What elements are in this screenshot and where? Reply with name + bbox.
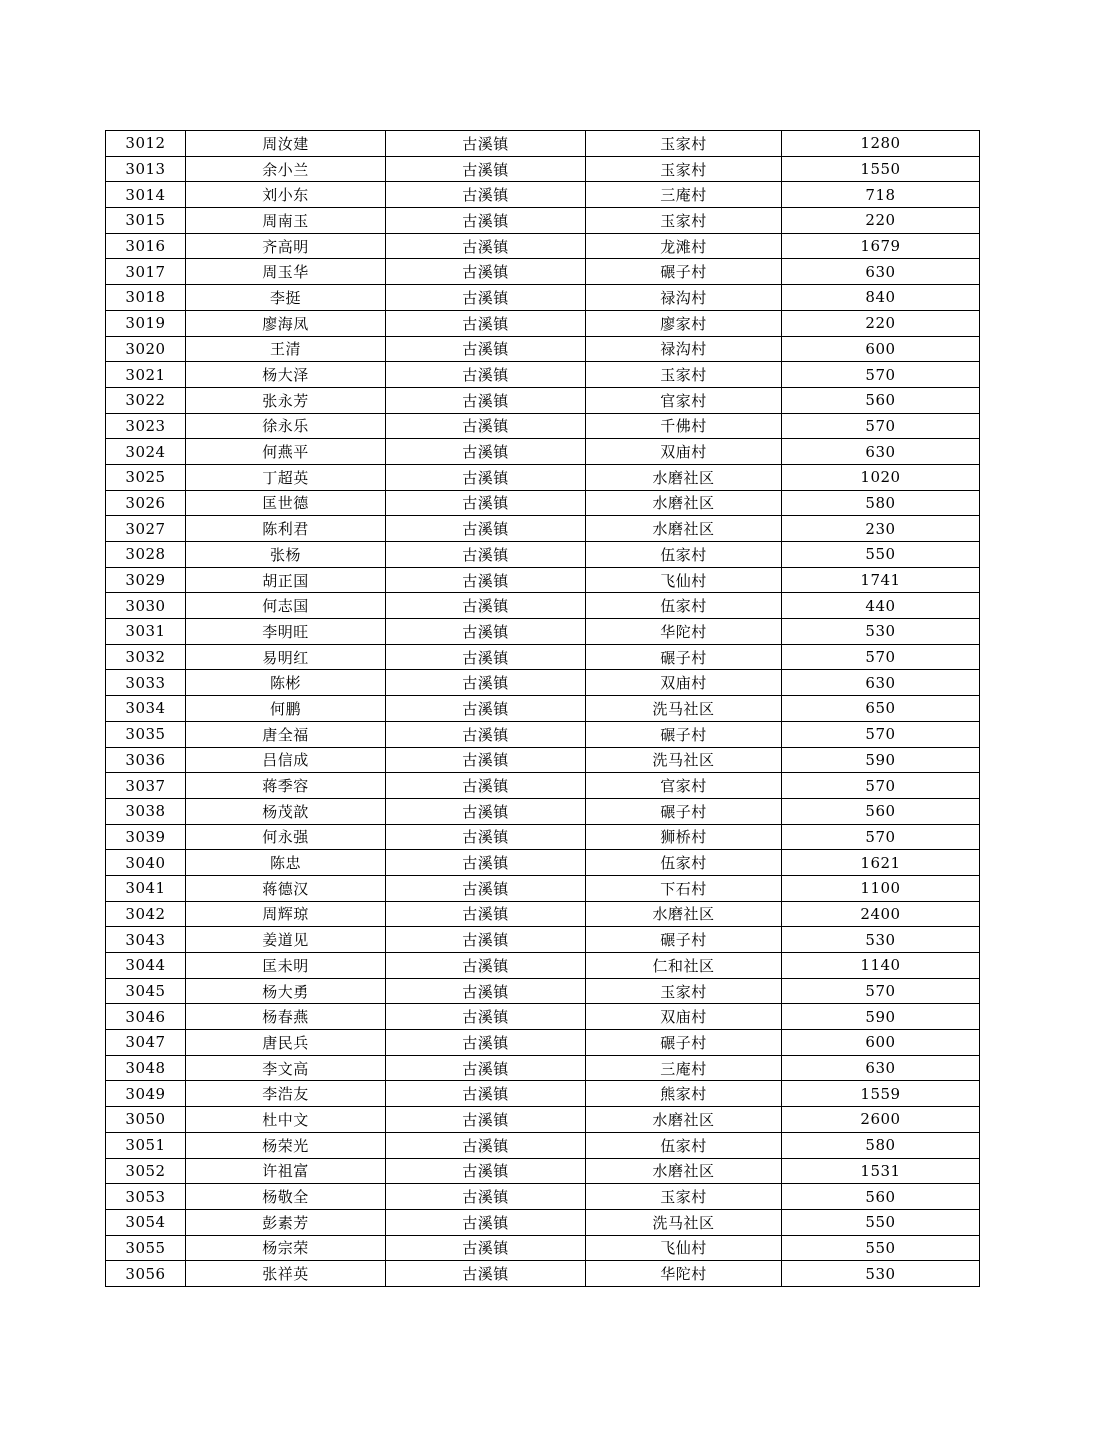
- cell-amount: 440: [782, 593, 980, 619]
- cell-amount: 2600: [782, 1107, 980, 1133]
- table-row: [106, 1209, 980, 1235]
- table-row: [106, 901, 980, 927]
- cell-name: 易明红: [186, 644, 386, 670]
- cell-id: 3037: [106, 773, 186, 799]
- cell-amount: 570: [782, 773, 980, 799]
- cell-town: 古溪镇: [386, 156, 586, 182]
- cell-village: 玉家村: [586, 978, 782, 1004]
- cell-id: 3055: [106, 1235, 186, 1261]
- table-row: [106, 593, 980, 619]
- cell-name: 许祖富: [186, 1158, 386, 1184]
- cell-name: 张祥英: [186, 1261, 386, 1287]
- cell-town: 古溪镇: [386, 773, 586, 799]
- cell-name: 陈利君: [186, 516, 386, 542]
- cell-town: 古溪镇: [386, 953, 586, 979]
- cell-amount: 590: [782, 1004, 980, 1030]
- cell-name: 徐永乐: [186, 413, 386, 439]
- cell-amount: 550: [782, 1209, 980, 1235]
- cell-name: 周辉琼: [186, 901, 386, 927]
- cell-amount: 590: [782, 747, 980, 773]
- table-row: [106, 953, 980, 979]
- cell-village: 玉家村: [586, 156, 782, 182]
- cell-name: 唐民兵: [186, 1030, 386, 1056]
- cell-village: 玉家村: [586, 208, 782, 234]
- table-row: [106, 131, 980, 157]
- cell-id: 3031: [106, 619, 186, 645]
- cell-id: 3029: [106, 567, 186, 593]
- cell-amount: 1559: [782, 1081, 980, 1107]
- cell-town: 古溪镇: [386, 1030, 586, 1056]
- cell-village: 双庙村: [586, 439, 782, 465]
- cell-name: 匡未明: [186, 953, 386, 979]
- cell-id: 3042: [106, 901, 186, 927]
- cell-amount: 840: [782, 285, 980, 311]
- table-row: [106, 1081, 980, 1107]
- table-row: [106, 362, 980, 388]
- cell-amount: 220: [782, 208, 980, 234]
- cell-amount: 570: [782, 721, 980, 747]
- cell-name: 廖海凤: [186, 310, 386, 336]
- cell-name: 刘小东: [186, 182, 386, 208]
- table-row: [106, 233, 980, 259]
- cell-town: 古溪镇: [386, 1235, 586, 1261]
- table-row: [106, 439, 980, 465]
- cell-town: 古溪镇: [386, 259, 586, 285]
- cell-amount: 1550: [782, 156, 980, 182]
- cell-village: 熊家村: [586, 1081, 782, 1107]
- cell-amount: 550: [782, 1235, 980, 1261]
- table-row: [106, 516, 980, 542]
- cell-name: 蒋季容: [186, 773, 386, 799]
- cell-village: 碾子村: [586, 644, 782, 670]
- cell-village: 飞仙村: [586, 567, 782, 593]
- cell-id: 3039: [106, 824, 186, 850]
- cell-town: 古溪镇: [386, 696, 586, 722]
- cell-name: 匡世德: [186, 490, 386, 516]
- table-row: [106, 1132, 980, 1158]
- table-row: [106, 619, 980, 645]
- cell-town: 古溪镇: [386, 208, 586, 234]
- cell-name: 杨大勇: [186, 978, 386, 1004]
- cell-amount: 570: [782, 644, 980, 670]
- cell-amount: 650: [782, 696, 980, 722]
- cell-id: 3023: [106, 413, 186, 439]
- cell-town: 古溪镇: [386, 1004, 586, 1030]
- cell-village: 碾子村: [586, 259, 782, 285]
- cell-name: 唐全福: [186, 721, 386, 747]
- cell-name: 杜中文: [186, 1107, 386, 1133]
- cell-name: 何志国: [186, 593, 386, 619]
- table-row: [106, 336, 980, 362]
- cell-town: 古溪镇: [386, 850, 586, 876]
- cell-amount: 570: [782, 362, 980, 388]
- cell-amount: 2400: [782, 901, 980, 927]
- cell-town: 古溪镇: [386, 644, 586, 670]
- cell-amount: 230: [782, 516, 980, 542]
- cell-village: 龙滩村: [586, 233, 782, 259]
- cell-name: 何燕平: [186, 439, 386, 465]
- table-row: [106, 824, 980, 850]
- cell-amount: 560: [782, 1184, 980, 1210]
- cell-village: 碾子村: [586, 927, 782, 953]
- cell-name: 蒋德汉: [186, 875, 386, 901]
- cell-amount: 550: [782, 542, 980, 568]
- cell-id: 3016: [106, 233, 186, 259]
- cell-id: 3025: [106, 464, 186, 490]
- cell-id: 3046: [106, 1004, 186, 1030]
- cell-amount: 630: [782, 439, 980, 465]
- table-row: [106, 927, 980, 953]
- cell-town: 古溪镇: [386, 670, 586, 696]
- cell-name: 吕信成: [186, 747, 386, 773]
- cell-id: 3018: [106, 285, 186, 311]
- cell-village: 官家村: [586, 387, 782, 413]
- table-row: [106, 413, 980, 439]
- table-row: [106, 875, 980, 901]
- cell-name: 姜道见: [186, 927, 386, 953]
- cell-amount: 560: [782, 798, 980, 824]
- cell-amount: 560: [782, 387, 980, 413]
- cell-town: 古溪镇: [386, 1209, 586, 1235]
- cell-village: 仁和社区: [586, 953, 782, 979]
- cell-village: 洗马社区: [586, 1209, 782, 1235]
- cell-id: 3056: [106, 1261, 186, 1287]
- cell-town: 古溪镇: [386, 542, 586, 568]
- cell-town: 古溪镇: [386, 182, 586, 208]
- cell-name: 杨敬全: [186, 1184, 386, 1210]
- table-row: [106, 285, 980, 311]
- cell-id: 3036: [106, 747, 186, 773]
- cell-village: 双庙村: [586, 1004, 782, 1030]
- cell-id: 3052: [106, 1158, 186, 1184]
- cell-village: 玉家村: [586, 362, 782, 388]
- cell-id: 3047: [106, 1030, 186, 1056]
- cell-village: 水磨社区: [586, 901, 782, 927]
- cell-town: 古溪镇: [386, 439, 586, 465]
- cell-name: 周南玉: [186, 208, 386, 234]
- cell-village: 伍家村: [586, 542, 782, 568]
- cell-id: 3017: [106, 259, 186, 285]
- cell-id: 3013: [106, 156, 186, 182]
- cell-name: 杨宗荣: [186, 1235, 386, 1261]
- cell-id: 3022: [106, 387, 186, 413]
- cell-id: 3024: [106, 439, 186, 465]
- cell-town: 古溪镇: [386, 721, 586, 747]
- cell-id: 3020: [106, 336, 186, 362]
- cell-village: 华陀村: [586, 1261, 782, 1287]
- table-row: [106, 747, 980, 773]
- cell-id: 3012: [106, 131, 186, 157]
- cell-town: 古溪镇: [386, 490, 586, 516]
- cell-name: 周汝建: [186, 131, 386, 157]
- cell-town: 古溪镇: [386, 567, 586, 593]
- cell-name: 丁超英: [186, 464, 386, 490]
- cell-id: 3053: [106, 1184, 186, 1210]
- cell-town: 古溪镇: [386, 233, 586, 259]
- cell-name: 陈忠: [186, 850, 386, 876]
- cell-village: 三庵村: [586, 182, 782, 208]
- cell-id: 3032: [106, 644, 186, 670]
- cell-town: 古溪镇: [386, 362, 586, 388]
- cell-amount: 630: [782, 1055, 980, 1081]
- cell-village: 华陀村: [586, 619, 782, 645]
- cell-amount: 1679: [782, 233, 980, 259]
- table-row: [106, 1107, 980, 1133]
- cell-name: 杨春燕: [186, 1004, 386, 1030]
- cell-amount: 630: [782, 670, 980, 696]
- cell-amount: 630: [782, 259, 980, 285]
- table-row: [106, 696, 980, 722]
- cell-village: 水磨社区: [586, 516, 782, 542]
- table-body: [106, 131, 980, 1287]
- cell-amount: 570: [782, 413, 980, 439]
- table-row: [106, 1235, 980, 1261]
- cell-id: 3051: [106, 1132, 186, 1158]
- table-row: [106, 1158, 980, 1184]
- cell-town: 古溪镇: [386, 1261, 586, 1287]
- table-row: [106, 773, 980, 799]
- cell-id: 3033: [106, 670, 186, 696]
- cell-town: 古溪镇: [386, 1132, 586, 1158]
- cell-village: 禄沟村: [586, 336, 782, 362]
- cell-name: 李明旺: [186, 619, 386, 645]
- table-row: [106, 387, 980, 413]
- cell-name: 陈彬: [186, 670, 386, 696]
- cell-name: 李文高: [186, 1055, 386, 1081]
- table-row: [106, 1055, 980, 1081]
- cell-village: 碾子村: [586, 1030, 782, 1056]
- cell-name: 杨大泽: [186, 362, 386, 388]
- table-row: [106, 670, 980, 696]
- roster-table: [105, 130, 980, 1287]
- cell-name: 张永芳: [186, 387, 386, 413]
- cell-name: 李挺: [186, 285, 386, 311]
- cell-town: 古溪镇: [386, 927, 586, 953]
- cell-village: 碾子村: [586, 721, 782, 747]
- cell-town: 古溪镇: [386, 336, 586, 362]
- cell-village: 伍家村: [586, 850, 782, 876]
- cell-name: 何永强: [186, 824, 386, 850]
- cell-village: 狮桥村: [586, 824, 782, 850]
- cell-amount: 570: [782, 978, 980, 1004]
- cell-id: 3048: [106, 1055, 186, 1081]
- cell-name: 彭素芳: [186, 1209, 386, 1235]
- cell-town: 古溪镇: [386, 619, 586, 645]
- table-row: [106, 156, 980, 182]
- cell-town: 古溪镇: [386, 747, 586, 773]
- cell-id: 3021: [106, 362, 186, 388]
- table-row: [106, 978, 980, 1004]
- cell-name: 杨荣光: [186, 1132, 386, 1158]
- cell-amount: 570: [782, 824, 980, 850]
- table-row: [106, 567, 980, 593]
- cell-village: 官家村: [586, 773, 782, 799]
- table-row: [106, 798, 980, 824]
- table-row: [106, 464, 980, 490]
- cell-amount: 600: [782, 1030, 980, 1056]
- cell-name: 杨茂歆: [186, 798, 386, 824]
- table-row: [106, 542, 980, 568]
- cell-amount: 220: [782, 310, 980, 336]
- cell-town: 古溪镇: [386, 798, 586, 824]
- cell-town: 古溪镇: [386, 413, 586, 439]
- cell-id: 3028: [106, 542, 186, 568]
- table-row: [106, 259, 980, 285]
- cell-village: 洗马社区: [586, 696, 782, 722]
- cell-amount: 1280: [782, 131, 980, 157]
- cell-village: 三庵村: [586, 1055, 782, 1081]
- cell-amount: 1100: [782, 875, 980, 901]
- cell-town: 古溪镇: [386, 875, 586, 901]
- cell-amount: 580: [782, 490, 980, 516]
- table-row: [106, 310, 980, 336]
- cell-id: 3014: [106, 182, 186, 208]
- cell-village: 禄沟村: [586, 285, 782, 311]
- cell-village: 伍家村: [586, 1132, 782, 1158]
- cell-amount: 1020: [782, 464, 980, 490]
- cell-town: 古溪镇: [386, 824, 586, 850]
- cell-village: 下石村: [586, 875, 782, 901]
- cell-village: 双庙村: [586, 670, 782, 696]
- cell-town: 古溪镇: [386, 1107, 586, 1133]
- cell-name: 齐高明: [186, 233, 386, 259]
- cell-town: 古溪镇: [386, 464, 586, 490]
- cell-id: 3041: [106, 875, 186, 901]
- cell-village: 碾子村: [586, 798, 782, 824]
- cell-village: 水磨社区: [586, 1158, 782, 1184]
- cell-name: 余小兰: [186, 156, 386, 182]
- cell-id: 3035: [106, 721, 186, 747]
- cell-town: 古溪镇: [386, 131, 586, 157]
- cell-village: 玉家村: [586, 1184, 782, 1210]
- cell-name: 胡正国: [186, 567, 386, 593]
- cell-village: 洗马社区: [586, 747, 782, 773]
- cell-town: 古溪镇: [386, 1158, 586, 1184]
- cell-name: 周玉华: [186, 259, 386, 285]
- cell-id: 3054: [106, 1209, 186, 1235]
- cell-id: 3040: [106, 850, 186, 876]
- cell-village: 千佛村: [586, 413, 782, 439]
- cell-amount: 600: [782, 336, 980, 362]
- cell-amount: 530: [782, 927, 980, 953]
- table-row: [106, 721, 980, 747]
- cell-id: 3026: [106, 490, 186, 516]
- table-row: [106, 850, 980, 876]
- cell-id: 3019: [106, 310, 186, 336]
- cell-name: 王清: [186, 336, 386, 362]
- cell-village: 飞仙村: [586, 1235, 782, 1261]
- cell-amount: 530: [782, 619, 980, 645]
- table-row: [106, 1004, 980, 1030]
- table-row: [106, 644, 980, 670]
- table-row: [106, 490, 980, 516]
- cell-name: 李浩友: [186, 1081, 386, 1107]
- cell-amount: 580: [782, 1132, 980, 1158]
- cell-id: 3044: [106, 953, 186, 979]
- cell-town: 古溪镇: [386, 310, 586, 336]
- cell-town: 古溪镇: [386, 1184, 586, 1210]
- cell-id: 3038: [106, 798, 186, 824]
- cell-amount: 718: [782, 182, 980, 208]
- cell-id: 3034: [106, 696, 186, 722]
- cell-id: 3049: [106, 1081, 186, 1107]
- cell-town: 古溪镇: [386, 593, 586, 619]
- cell-town: 古溪镇: [386, 516, 586, 542]
- cell-id: 3043: [106, 927, 186, 953]
- table-row: [106, 208, 980, 234]
- cell-name: 张杨: [186, 542, 386, 568]
- cell-town: 古溪镇: [386, 387, 586, 413]
- cell-id: 3030: [106, 593, 186, 619]
- cell-village: 玉家村: [586, 131, 782, 157]
- cell-id: 3015: [106, 208, 186, 234]
- table-row: [106, 182, 980, 208]
- cell-village: 水磨社区: [586, 1107, 782, 1133]
- table-row: [106, 1030, 980, 1056]
- cell-village: 水磨社区: [586, 464, 782, 490]
- cell-village: 廖家村: [586, 310, 782, 336]
- cell-id: 3045: [106, 978, 186, 1004]
- cell-amount: 1531: [782, 1158, 980, 1184]
- table-row: [106, 1261, 980, 1287]
- cell-town: 古溪镇: [386, 1081, 586, 1107]
- cell-town: 古溪镇: [386, 1055, 586, 1081]
- table-row: [106, 1184, 980, 1210]
- cell-name: 何鹏: [186, 696, 386, 722]
- cell-town: 古溪镇: [386, 901, 586, 927]
- cell-amount: 1741: [782, 567, 980, 593]
- cell-village: 水磨社区: [586, 490, 782, 516]
- cell-id: 3027: [106, 516, 186, 542]
- cell-town: 古溪镇: [386, 978, 586, 1004]
- cell-village: 伍家村: [586, 593, 782, 619]
- cell-amount: 530: [782, 1261, 980, 1287]
- cell-id: 3050: [106, 1107, 186, 1133]
- cell-town: 古溪镇: [386, 285, 586, 311]
- cell-amount: 1621: [782, 850, 980, 876]
- cell-amount: 1140: [782, 953, 980, 979]
